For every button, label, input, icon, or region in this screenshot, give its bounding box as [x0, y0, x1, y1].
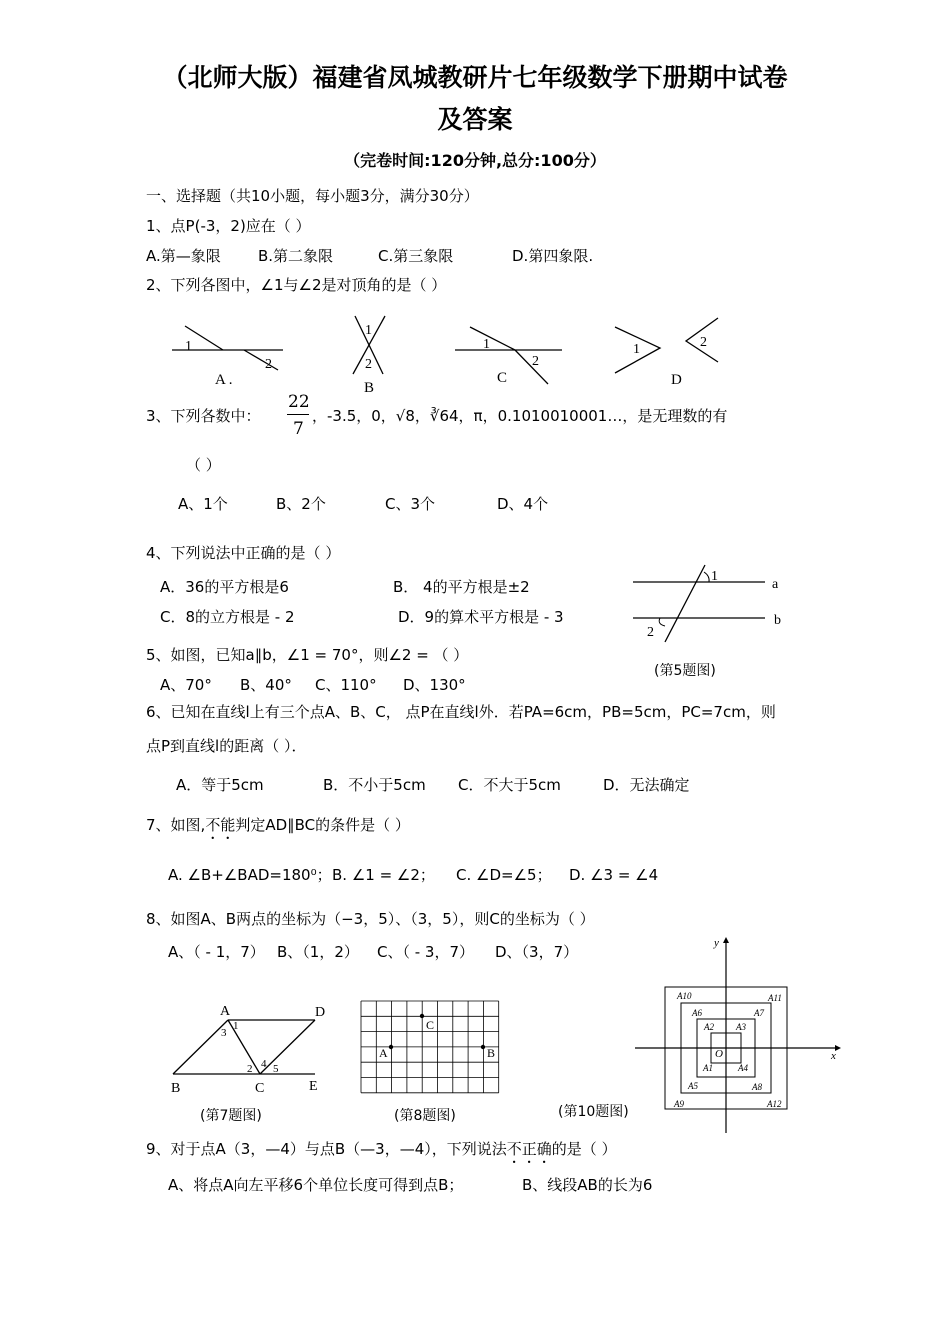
q2b-angle2: 2: [365, 357, 372, 372]
fig7-angle4: 4: [261, 1058, 267, 1070]
fig10-a6: A6: [692, 1008, 702, 1018]
q8-option-b: B、（1，2）: [277, 943, 359, 961]
q5-option-d: D、130°: [403, 676, 466, 694]
fig5-angle2: 2: [647, 625, 654, 640]
q7-option-a: A. ∠B+∠BAD=180⁰；: [168, 866, 332, 884]
q9-stem-pre: 9、对于点A（3，—4）与点B（—3，—4），下列说法: [146, 1140, 507, 1158]
q2-stem: 2、下列各图中，∠1与∠2是对顶角的是（ ）: [146, 276, 447, 294]
fig10-a4: A4: [738, 1063, 748, 1073]
q5-stem: 5、如图，已知a∥b，∠1 = 70°，则∠2 = （ ）: [146, 646, 469, 664]
q3-prefix: 3、下列各数中：: [146, 407, 261, 425]
q3-option-a: A、1个: [178, 495, 228, 513]
q1-option-c: C.第三象限: [378, 247, 454, 265]
fig10-a10: A10: [677, 991, 692, 1001]
fig10-a8: A8: [752, 1082, 762, 1092]
q2c-angle2: 2: [532, 354, 539, 369]
fig10-a1: A1: [703, 1063, 713, 1073]
q3-option-b: B、2个: [276, 495, 326, 513]
q2-figures: [160, 308, 740, 398]
q7-stem: [146, 815, 410, 843]
q2-label-c: C: [497, 370, 508, 386]
fig10-origin: O: [715, 1048, 723, 1060]
fig8-caption: (第8题图): [394, 1108, 456, 1124]
q9-stem-emphasis: 不正确: [506, 1140, 552, 1158]
q2a-angle1: 1: [185, 339, 192, 354]
fig7-point-b: B: [171, 1081, 181, 1096]
q6-option-a: A．等于5cm: [176, 776, 264, 794]
page-title: （北师大版）福建省凤城教研片七年级数学下册期中试卷: [162, 63, 788, 92]
q2a-angle2: 2: [265, 357, 272, 372]
q2-label-d: D: [671, 372, 682, 388]
exam-info: （完卷时间:120分钟,总分:100分）: [344, 151, 606, 170]
fig10-a12: A12: [767, 1099, 782, 1109]
q8-option-a: A、（ - 1，7）: [168, 943, 265, 961]
q4-option-a: A．36的平方根是6: [160, 578, 289, 596]
q6-option-d: D．无法确定: [603, 776, 690, 794]
page-title-line2: 及答案: [437, 105, 513, 134]
q3-option-d: D、4个: [497, 495, 549, 513]
q1-option-a: A.第—象限: [146, 247, 221, 265]
q7-stem-pre: 7、如图,: [146, 816, 206, 834]
q3-frac-den: 7: [293, 419, 304, 439]
fig5-label-a: a: [772, 577, 779, 592]
fig10-axis-x: x: [831, 1050, 836, 1062]
q3-frac-bar: [287, 414, 309, 415]
fig10-a9: A9: [674, 1099, 684, 1109]
fig8-point-b: B: [487, 1046, 496, 1060]
fig7-point-e: E: [309, 1079, 318, 1094]
q3-number-list: ，-3.5，0，√8，∛64，π，0.1010010001…，是无理数的有: [312, 407, 728, 425]
fig8-point-c: C: [426, 1018, 435, 1032]
fig10-a7: A7: [754, 1008, 764, 1018]
q8-option-c: C、（ - 3，7）: [377, 943, 475, 961]
fig7-angle3: 3: [221, 1027, 227, 1039]
q4-option-d: D．9的算术平方根是 - 3: [398, 608, 564, 626]
fig7-angle2: 2: [247, 1063, 253, 1075]
q2d-angle1: 1: [633, 342, 640, 357]
fig8-grid: [355, 998, 510, 1098]
fig10-caption: (第10题图): [558, 1104, 629, 1120]
q4-stem: 4、下列说法中正确的是（ ）: [146, 544, 341, 562]
fig7-point-a: A: [220, 1004, 231, 1019]
fig5-caption: (第5题图): [654, 663, 716, 679]
q9-stem-post: 的是（ ）: [551, 1140, 617, 1158]
q4-option-c: C．8的立方根是 - 2: [160, 608, 295, 626]
fig10-a3: A3: [736, 1022, 746, 1032]
fig5-parallel-lines: [625, 560, 795, 650]
q5-option-b: B、40°: [240, 676, 292, 694]
q2-label-b: B: [364, 380, 375, 396]
q7-option-c: C. ∠D=∠5；: [456, 866, 552, 884]
q8-stem: 8、如图A、B两点的坐标为（−3，5）、（3，5），则C的坐标为（ ）: [146, 910, 595, 928]
q6-option-b: B．不小于5cm: [323, 776, 426, 794]
q7-stem-emphasis: 不能: [205, 816, 236, 834]
q9-stem: [146, 1139, 617, 1167]
q7-stem-post: 判定AD∥BC的条件是（ ）: [235, 816, 410, 834]
q2-label-a: A .: [215, 372, 233, 388]
q3-option-c: C、3个: [385, 495, 436, 513]
q2c-angle1: 1: [483, 337, 490, 352]
q6-option-c: C．不大于5cm: [458, 776, 561, 794]
q1-option-b: B.第二象限: [258, 247, 334, 265]
q1-option-d: D.第四象限.: [512, 247, 594, 265]
fig10-a11: A11: [768, 993, 782, 1003]
fig7-point-d: D: [315, 1005, 326, 1020]
q2b-angle1: 1: [365, 323, 372, 338]
fig8-point-a: A: [379, 1046, 388, 1060]
q2d-angle2: 2: [700, 335, 707, 350]
fig7-angle5: 5: [273, 1063, 279, 1075]
q5-option-a: A、70°: [160, 676, 212, 694]
q5-option-c: C、110°: [315, 676, 377, 694]
q9-option-a: A、将点A向左平移6个单位长度可得到点B；: [168, 1176, 464, 1194]
section-heading: 一、选择题（共10小题，每小题3分，满分30分）: [146, 187, 479, 205]
q8-option-d: D、（3，7）: [495, 943, 579, 961]
fig10-axis-y: y: [714, 937, 719, 949]
fig7-angle1: 1: [233, 1020, 239, 1032]
q4-option-b: B． 4的平方根是±2: [393, 578, 530, 596]
fig10-a2: A2: [704, 1022, 714, 1032]
fig7-parallelogram: [165, 998, 340, 1098]
q1-stem: 1、点P(-3，2)应在（ ）: [146, 217, 311, 235]
q3-paren: （ ）: [186, 456, 221, 474]
fig5-label-b: b: [774, 613, 781, 628]
q7-option-b: B. ∠1 = ∠2；: [332, 866, 435, 884]
fig10-squares: [630, 935, 845, 1135]
fig10-a5: A5: [688, 1081, 698, 1091]
q6-line2: 点P到直线l的距离（ ）．: [146, 737, 307, 755]
q3-frac-num: 22: [288, 392, 310, 412]
fig7-point-c: C: [255, 1081, 265, 1096]
fig7-caption: (第7题图): [200, 1108, 262, 1124]
q6-line1: 6、已知在直线l上有三个点A、B、C， 点P在直线l外．若PA=6cm，PB=5cm，PC=7cm，则: [146, 703, 776, 721]
q7-option-d: D. ∠3 = ∠4: [569, 866, 659, 884]
fig5-angle1: 1: [711, 569, 718, 584]
q9-option-b: B、线段AB的长为6: [522, 1176, 653, 1194]
